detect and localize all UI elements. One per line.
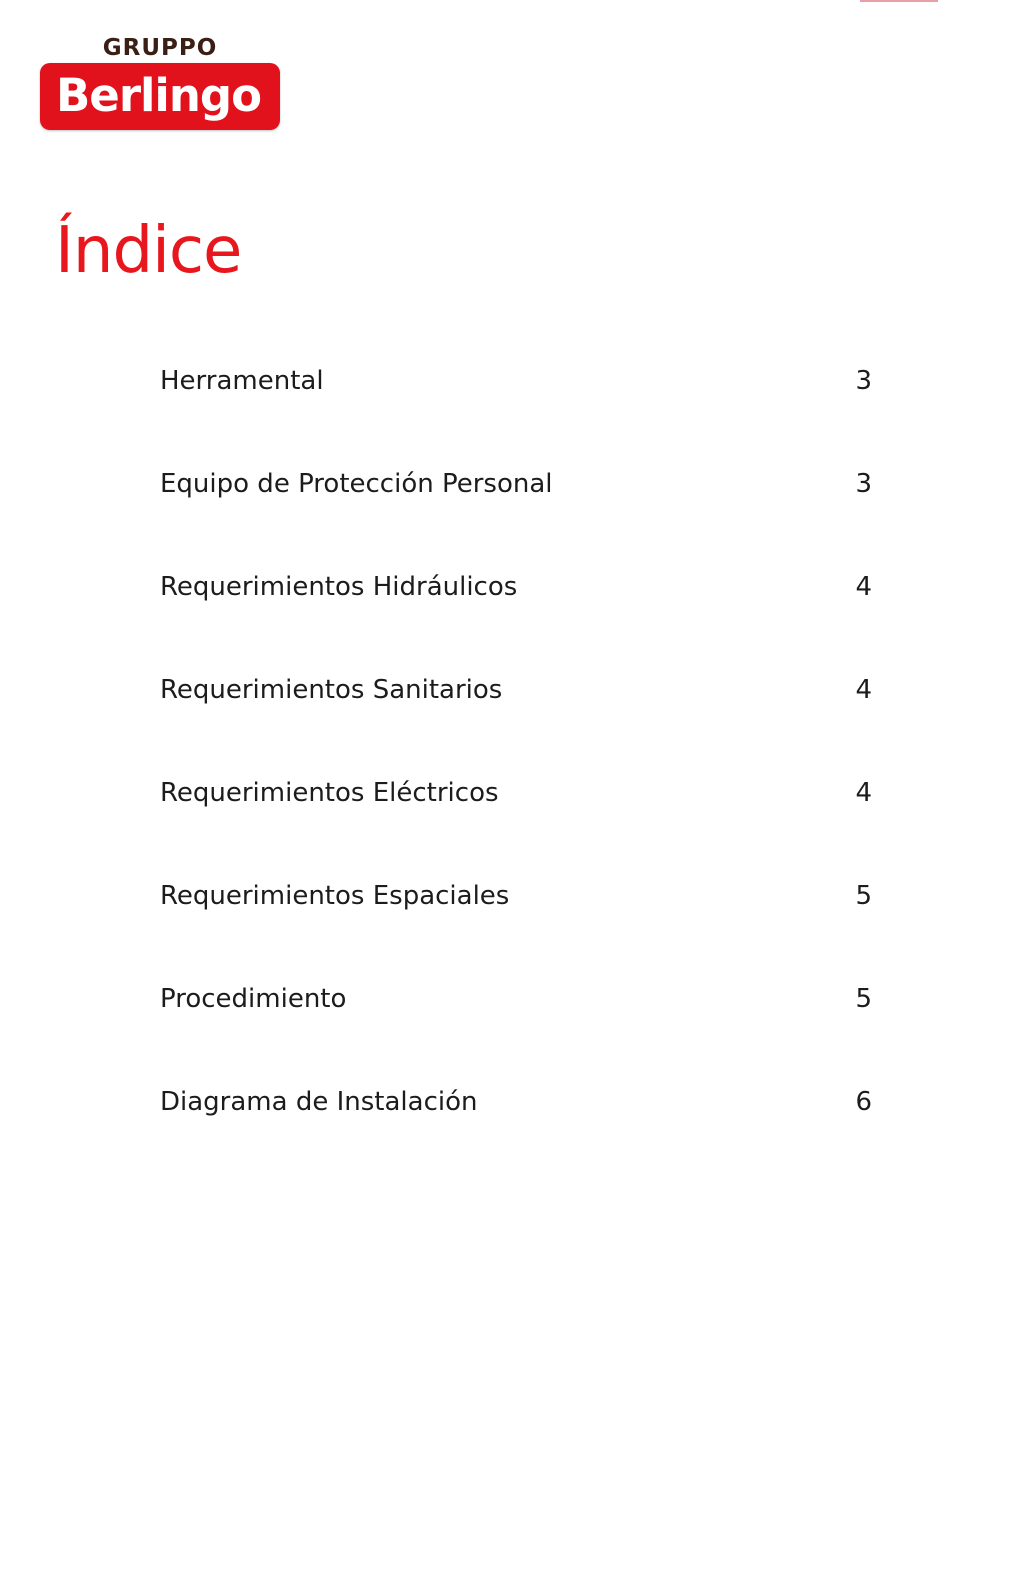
toc-entry-page-number: 4 bbox=[855, 675, 872, 705]
gruppo-berlingo-logo bbox=[40, 34, 280, 132]
toc-entry-page-number: 3 bbox=[855, 469, 872, 499]
toc-entry-label: Diagrama de Instalación bbox=[160, 1087, 478, 1117]
table-of-contents bbox=[160, 359, 880, 1183]
toc-entry-label: Equipo de Protección Personal bbox=[160, 469, 553, 499]
logo-main-text: Berlingo bbox=[56, 69, 262, 122]
toc-entry-page-number: 5 bbox=[855, 984, 872, 1014]
toc-entry[interactable] bbox=[160, 771, 880, 874]
toc-entry-page-number: 5 bbox=[855, 881, 872, 911]
toc-entry[interactable] bbox=[160, 874, 880, 977]
toc-entry[interactable] bbox=[160, 668, 880, 771]
toc-entry-label: Procedimiento bbox=[160, 984, 347, 1014]
toc-entry-label: Requerimientos Espaciales bbox=[160, 881, 510, 911]
toc-entry-label: Requerimientos Hidráulicos bbox=[160, 572, 518, 602]
top-accent-rule bbox=[860, 0, 938, 2]
toc-entry[interactable] bbox=[160, 1080, 880, 1183]
toc-entry[interactable] bbox=[160, 462, 880, 565]
toc-entry-page-number: 4 bbox=[855, 778, 872, 808]
toc-entry[interactable] bbox=[160, 359, 880, 462]
toc-entry[interactable] bbox=[160, 977, 880, 1080]
toc-entry-page-number: 3 bbox=[855, 366, 872, 396]
logo-top-text: GRUPPO bbox=[102, 35, 218, 61]
toc-entry-label: Herramental bbox=[160, 366, 324, 396]
logo-badge bbox=[40, 63, 280, 130]
toc-entry[interactable] bbox=[160, 565, 880, 668]
toc-entry-label: Requerimientos Sanitarios bbox=[160, 675, 503, 705]
toc-entry-label: Requerimientos Eléctricos bbox=[160, 778, 499, 808]
toc-entry-page-number: 6 bbox=[855, 1087, 872, 1117]
toc-entry-page-number: 4 bbox=[855, 572, 872, 602]
page-title: Índice bbox=[55, 214, 242, 288]
